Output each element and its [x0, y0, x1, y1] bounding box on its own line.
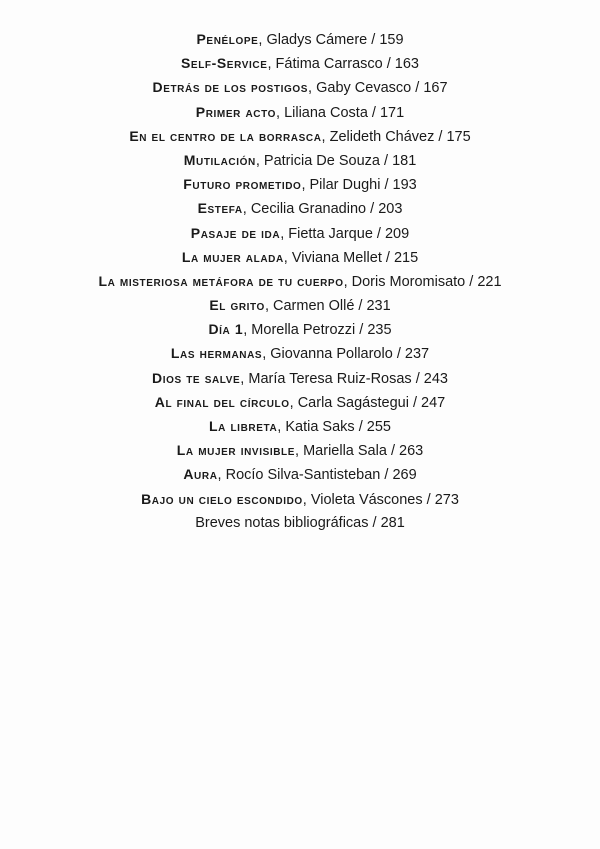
toc-entry-author: Zelideth Chávez	[329, 128, 435, 145]
toc-entry-author: María Teresa Ruiz-Rosas	[248, 370, 412, 387]
toc-entry	[0, 341, 600, 365]
toc-entry-title: Detrás de los postigos	[152, 79, 309, 96]
toc-entry-page: 263	[399, 443, 424, 460]
toc-entry-page: 193	[392, 177, 417, 194]
toc-entry-title: Al final del círculo	[154, 393, 290, 410]
toc-entry-page: 209	[384, 225, 410, 242]
toc-separator: /	[367, 104, 380, 121]
toc-entry-page: 181	[392, 152, 417, 169]
toc-separator: /	[366, 201, 379, 218]
toc-entry-title: Mutilación	[183, 151, 256, 168]
toc-entry-title: El grito	[209, 297, 265, 314]
toc-entry-title: Estefa	[197, 200, 243, 217]
toc-comma: ,	[243, 322, 252, 339]
table-of-contents	[0, 27, 600, 535]
toc-separator: /	[355, 322, 368, 339]
toc-entry	[0, 172, 600, 196]
toc-entry-author: Patricia De Souza	[263, 152, 380, 169]
toc-entry-title: Primer acto	[195, 103, 276, 120]
toc-entry-author: Fátima Carrasco	[275, 56, 383, 73]
toc-comma: ,	[302, 491, 311, 508]
toc-entry-author: Cecilia Granadino	[250, 201, 367, 218]
toc-separator: /	[368, 514, 381, 531]
toc-entry-page: 167	[423, 80, 448, 97]
toc-separator: /	[382, 56, 395, 73]
toc-entry	[0, 100, 600, 124]
toc-entry-title: La misteriosa metáfora de tu cuerpo	[98, 272, 344, 289]
toc-entry	[0, 148, 600, 172]
toc-entry-title: Bajo un cielo escondido	[141, 490, 303, 507]
toc-entry-author: Doris Moromisato	[351, 273, 466, 290]
toc-entry-title: En el centro de la borrasca	[129, 127, 322, 144]
toc-entry-author: Viviana Mellet	[291, 249, 382, 266]
toc-comma: ,	[240, 370, 249, 387]
toc-separator: /	[408, 394, 422, 411]
toc-entry-author: Katia Saks	[285, 419, 355, 435]
toc-entry	[0, 390, 600, 414]
toc-entry-author: Liliana Costa	[284, 104, 368, 121]
toc-entry-title: La libreta	[209, 418, 278, 434]
toc-entry-page: 171	[379, 104, 405, 121]
toc-entry-author: Fietta Jarque	[288, 225, 373, 242]
toc-entry-author: Violeta Váscones	[310, 491, 423, 508]
toc-separator: /	[367, 32, 380, 48]
toc-entry-title: Las hermanas	[170, 345, 263, 362]
toc-entry-page: 273	[434, 491, 459, 508]
toc-comma: ,	[267, 56, 276, 73]
toc-entry-page: 243	[423, 370, 448, 387]
toc-comma: ,	[258, 32, 267, 48]
toc-separator: /	[379, 152, 393, 169]
toc-entry	[0, 293, 600, 317]
toc-separator: /	[380, 177, 393, 194]
toc-entry	[0, 221, 600, 245]
toc-entry-page: 163	[394, 56, 419, 73]
toc-separator: /	[354, 419, 367, 435]
toc-entry-label: Breves notas bibliográficas	[195, 514, 369, 531]
toc-entry-author: Pilar Dughi	[309, 177, 381, 194]
toc-separator: /	[380, 467, 393, 484]
toc-entry-title: Self-Service	[180, 55, 268, 72]
toc-entry-author: Giovanna Pollarolo	[270, 346, 393, 363]
toc-entry-title: Día 1	[208, 321, 244, 338]
toc-entry-author: Gaby Cevasco	[316, 80, 412, 97]
toc-comma: ,	[277, 419, 286, 435]
toc-comma: ,	[264, 298, 273, 315]
toc-entry	[0, 196, 600, 220]
toc-entry-final	[0, 511, 600, 535]
toc-separator: /	[465, 273, 478, 290]
toc-comma: ,	[283, 249, 292, 266]
toc-entry-title: La mujer invisible	[176, 442, 296, 459]
toc-comma: ,	[295, 443, 304, 460]
toc-entry	[0, 27, 600, 51]
toc-separator: /	[434, 128, 447, 145]
toc-entry	[0, 462, 600, 486]
toc-entry	[0, 487, 600, 511]
toc-entry-page: 159	[379, 32, 404, 48]
toc-comma: ,	[262, 346, 271, 363]
toc-entry-page: 203	[378, 201, 403, 218]
toc-entry-page: 215	[393, 249, 419, 266]
toc-entry-page: 237	[404, 346, 430, 363]
toc-comma: ,	[321, 128, 330, 145]
toc-entry-author: Rocío Silva-Santisteban	[225, 467, 381, 484]
toc-entry	[0, 245, 600, 269]
toc-entry-author: Carla Sagástegui	[297, 394, 409, 411]
toc-separator: /	[411, 80, 424, 97]
toc-entry-page: 255	[366, 419, 391, 435]
toc-entry	[0, 51, 600, 75]
toc-entry-author: Mariella Sala	[303, 443, 387, 460]
toc-separator: /	[392, 346, 405, 363]
toc-entry	[0, 317, 600, 341]
toc-entry-author: Morella Petrozzi	[251, 322, 356, 339]
toc-entry-page: 175	[446, 128, 471, 145]
toc-entry-title: Pasaje de ida	[190, 224, 281, 241]
toc-comma: ,	[308, 80, 317, 97]
toc-entry-title: Aura	[183, 466, 218, 483]
toc-entry-title: Dios te salve	[152, 369, 241, 386]
toc-separator: /	[411, 370, 424, 387]
toc-comma: ,	[276, 104, 285, 121]
toc-entry-page: 235	[367, 322, 392, 339]
toc-separator: /	[422, 491, 435, 508]
toc-entry	[0, 124, 600, 148]
toc-separator: /	[381, 249, 394, 266]
toc-comma: ,	[242, 201, 251, 218]
toc-entry-title: Penélope	[196, 31, 259, 47]
toc-entry	[0, 414, 600, 438]
toc-comma: ,	[255, 152, 264, 169]
toc-entry	[0, 75, 600, 99]
toc-entry-title: La mujer alada	[181, 248, 284, 265]
toc-entry-page: 221	[477, 273, 502, 290]
toc-comma: ,	[301, 177, 310, 194]
toc-comma: ,	[289, 394, 298, 411]
toc-entry-page: 231	[366, 298, 391, 315]
toc-entry-title: Futuro prometido	[183, 176, 302, 193]
toc-separator: /	[372, 225, 385, 242]
toc-entry-page: 247	[421, 394, 446, 411]
toc-entry-author: Gladys Cámere	[266, 32, 368, 48]
toc-separator: /	[386, 443, 400, 460]
toc-entry	[0, 366, 600, 390]
toc-comma: ,	[343, 273, 352, 290]
toc-entry-author: Carmen Ollé	[273, 298, 355, 315]
toc-entry-page: 281	[380, 514, 405, 531]
toc-comma: ,	[280, 225, 289, 242]
toc-entry	[0, 269, 600, 293]
toc-separator: /	[354, 298, 367, 315]
toc-entry-page: 269	[392, 467, 417, 484]
toc-entry	[0, 438, 600, 462]
toc-comma: ,	[217, 467, 226, 484]
